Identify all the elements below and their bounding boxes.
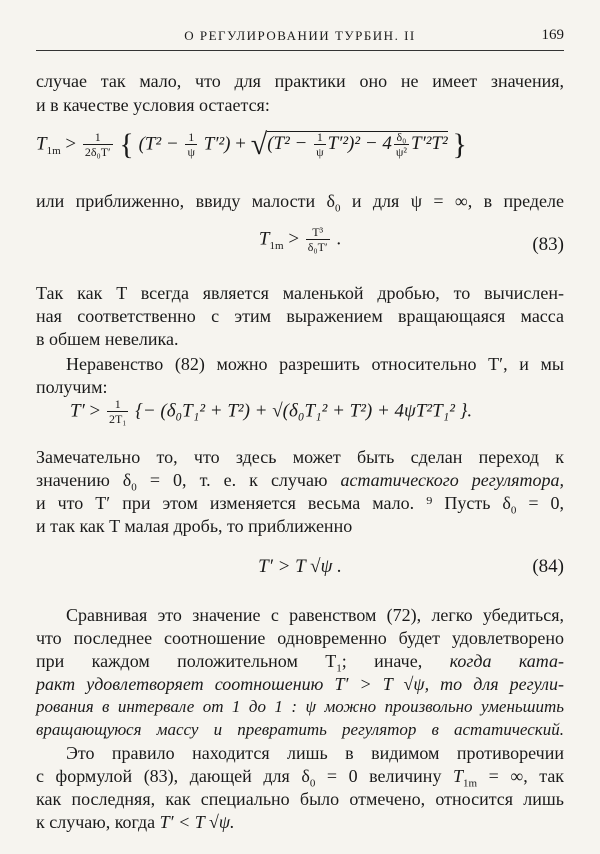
equation-84 <box>36 556 564 578</box>
text-line-15: при каждом положительном $T_1$; иначе, когда ката- <box>36 651 565 675</box>
text-line-6: в обшем невелика. <box>36 329 179 349</box>
eq1-rad1-fraction <box>314 131 326 159</box>
eq1-inner-num: 1 <box>185 131 197 145</box>
eq83-lhs-sub: 1m <box>269 240 284 253</box>
eq84-text: T′ > T √ψ . <box>258 556 342 577</box>
eq1-rad1-end: T′²)² − 4 <box>327 133 392 155</box>
line22-a: к случаю, когда <box>36 812 156 832</box>
text-line-2: и в качестве условия остается: <box>36 95 270 115</box>
text-line-5: ная соответственно с этим выражением вращающаяся масса <box>36 306 564 326</box>
eq1-open-brace: { <box>119 128 134 161</box>
line16-c: то для регули- <box>440 674 565 694</box>
line10-b: = 0, т. е. к случаю <box>149 470 328 490</box>
text-line-11: и что T′ при этом изменяется весьма мало. ⁹ Пусть $\delta_0 = 0$, <box>36 493 565 517</box>
eq1-rad1-den: ψ <box>316 145 324 159</box>
line3-b: и для ψ = ∞, в пределе <box>351 191 565 211</box>
line11-c: Пусть δ <box>444 493 511 513</box>
header-title: О РЕГУЛИРОВАНИИ ТУРБИН. II <box>184 28 416 43</box>
eq83-num: T³ <box>306 226 330 240</box>
line20-c: T <box>453 766 464 786</box>
text-line-10: значению $\delta_0 = 0$, т. е. к случаю астатического регулятора, <box>36 470 565 494</box>
text-line-12: и так как T малая дробь, то приближенно <box>36 516 353 536</box>
eq2-rel: > <box>89 400 101 422</box>
eq1-lhs: T <box>36 133 47 155</box>
line3-a: или приближенно, ввиду малости δ <box>36 191 335 211</box>
eq83-lhs: T <box>258 228 270 250</box>
eq1-frac-den: 2δ₀T′ <box>84 145 111 159</box>
eq1-rel: > <box>65 133 77 155</box>
eq2-lhs: T′ <box>70 400 85 422</box>
line11-d: = 0, <box>528 493 565 513</box>
equation-1 <box>36 128 564 162</box>
text-line-3: или приближенно, ввиду малости $\delta_0$ и для ψ = ∞, в пределе <box>36 191 565 215</box>
line16-a: ракт удовлетворяет соотношению <box>36 674 324 694</box>
eq2-num: 1 <box>107 398 129 412</box>
eq1-rad-end: T′²T² <box>411 133 448 155</box>
line15-c: когда ката- <box>449 651 565 671</box>
line20-d: = ∞, так <box>488 766 565 786</box>
text-line-9: Замечательно то, что здесь может быть сделан переход к <box>36 447 564 467</box>
text-line-17: рования в интервале от 1 до 1 : ψ можно произвольно уменьшить <box>36 697 564 716</box>
line20-b: = 0 величину <box>326 766 442 786</box>
eq1-paren1-end: T′²) <box>203 133 231 155</box>
line10-c: астатического регулятора, <box>340 470 565 490</box>
eq2-body: {− (δ₀T₁² + T²) + √(δ₀T₁² + T²) + 4ψT²T₁² }. <box>135 400 473 422</box>
text-line-7: Неравенство (82) можно разрешить относительно T′, и мы <box>66 354 564 374</box>
running-header <box>36 24 564 51</box>
line22-b: T′ < T √ψ. <box>159 812 235 832</box>
line10-a: значению δ <box>36 470 132 490</box>
eq83-rel: > <box>288 228 300 250</box>
text-line-4: Так как T всегда является маленькой дробью, то вычислен- <box>36 283 564 303</box>
eq83-dot: . <box>336 228 342 250</box>
eq83-den: δ₀T′ <box>307 240 328 254</box>
eq1-rad-fraction <box>394 131 409 159</box>
line16-b: T′ > T √ψ, <box>334 674 430 694</box>
eq1-inner-den: ψ <box>187 145 195 159</box>
equation-83 <box>36 226 564 254</box>
eq1-rad-den: ψ² <box>395 145 407 159</box>
eq1-close-brace: } <box>452 128 467 161</box>
line20-a: с формулой (83), дающей для δ <box>36 766 310 786</box>
text-line-21: как последняя, как специально было отмечено, относится лишь <box>36 789 564 809</box>
eq1-rad1: (T² − <box>267 133 313 155</box>
eq1-rad-num: δ₀ <box>394 131 409 145</box>
text-line-18: вращающуюся массу и превратить регулятор в астатический. <box>36 720 564 739</box>
eq1-paren1: (T² − <box>138 133 184 155</box>
eq1-fraction <box>83 131 113 159</box>
line11-a: и что T′ при этом изменяется весьма мало. <box>36 493 415 513</box>
eq1-rad1-num: 1 <box>314 131 326 145</box>
text-line-14: что последнее соотношение одновременно будет удовлетворено <box>36 628 564 648</box>
line15-b: ; иначе, <box>341 651 423 671</box>
eq2-fraction <box>107 398 129 426</box>
eq1-sqrt: √ <box>250 128 268 161</box>
text-line-22 <box>36 811 564 833</box>
eq1-frac-num: 1 <box>83 131 113 145</box>
eq1-lhs-sub: 1m <box>46 145 61 158</box>
eq83-number: (83) <box>532 234 564 255</box>
eq84-number: (84) <box>532 556 564 577</box>
eq2-den: 2T₁ <box>108 412 127 426</box>
equation-2 <box>70 398 560 426</box>
eq83-fraction <box>306 226 330 254</box>
eq1-inner-fraction <box>185 131 197 159</box>
footnote-marker: ⁹ <box>426 493 433 513</box>
eq1-plus: + <box>235 133 246 155</box>
text-line-13: Сравнивая это значение с равенством (72), легко убедиться, <box>66 605 564 625</box>
eq1-radicand <box>267 130 448 159</box>
text-line-20: с формулой (83), дающей для $\delta_0 = 0$ величину $T_{1m}$ = ∞, так <box>36 766 565 790</box>
page-number: 169 <box>541 27 564 43</box>
text-line-16 <box>36 673 564 695</box>
text-line-1: случае так мало, что для практики оно не имеет значения, <box>36 71 564 91</box>
text-line-8: получим: <box>36 377 108 397</box>
line15-a: при каждом положительном T <box>36 651 337 671</box>
text-line-19: Это правило находится лишь в видимом противоречии <box>66 743 564 763</box>
